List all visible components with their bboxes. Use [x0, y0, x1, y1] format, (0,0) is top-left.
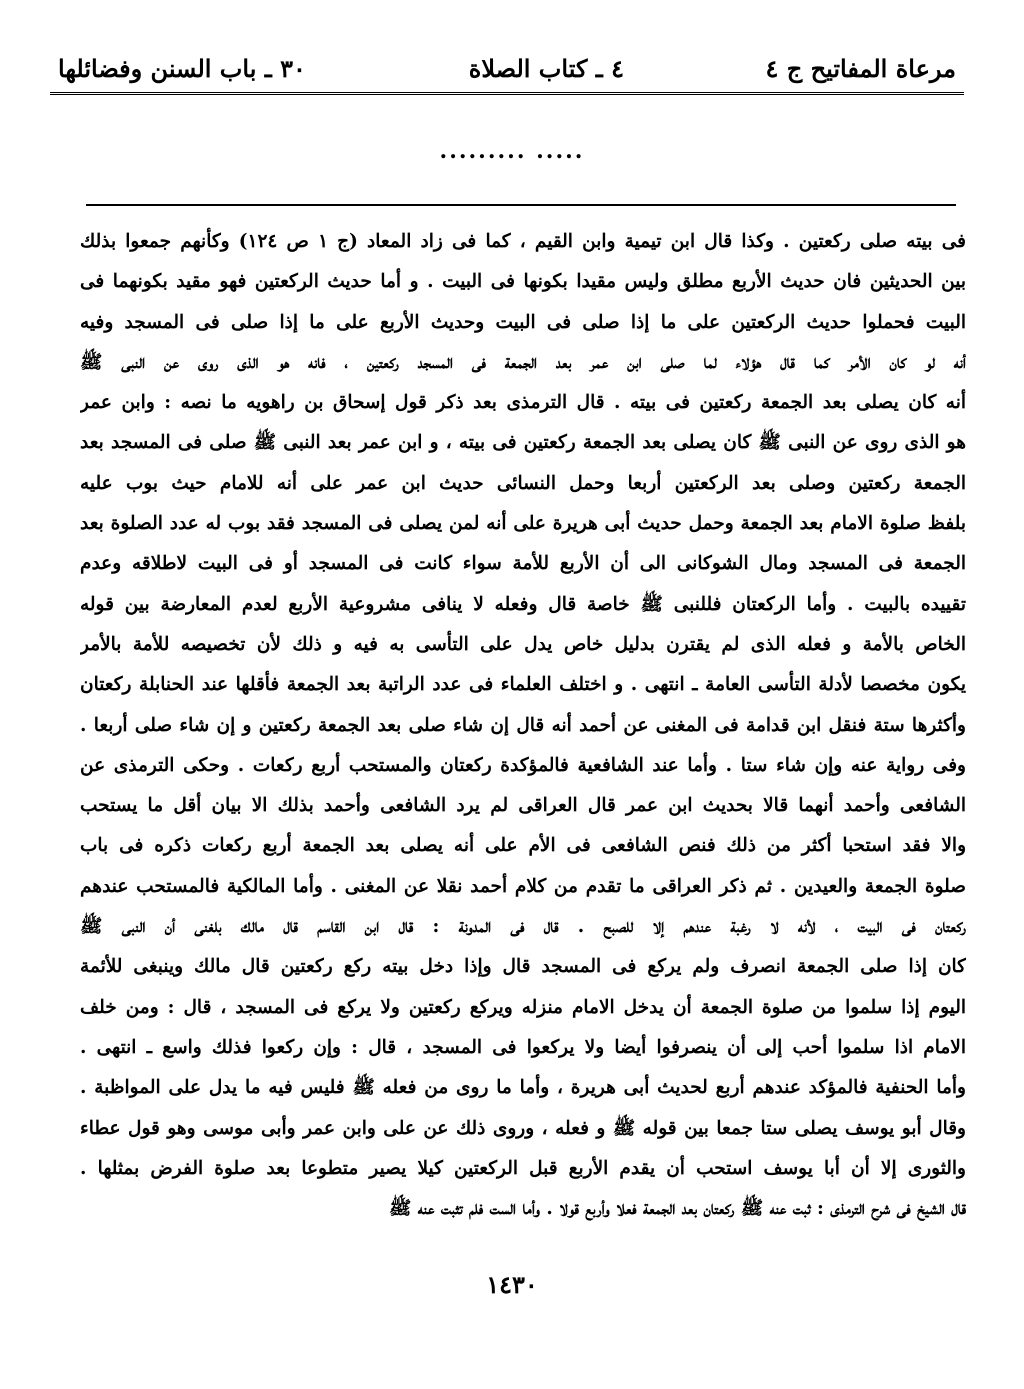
text-line: البيت فحملوا حديث الركعتين على ما إذا صلى فى البيت وحديث الأربع على ما إذا صلى فى المسجد وفيه — [80, 311, 966, 333]
chapter-title: ٤ ـ كتاب الصلاة — [468, 54, 624, 83]
page-number: ١٤٣٠ — [486, 1270, 538, 1299]
text-line: يكون مخصصا لأدلة التأسى العامة ـ انتهى . و اختلف العلماء فى عدد الراتبة بعد الجمعة فأقلها عند الحنابلة ركعتان — [80, 674, 966, 696]
text-line: صلوة الجمعة والعيدين . ثم ذكر العراقى ما تقدم من كلام أحمد نقلا عن المغنى . وأما المالكية فالمستحب عندهم — [80, 875, 966, 897]
text-line: أنه لو كان الأمر كما قال هؤلاء لما صلى ابن عمر بعد الجمعة فى المسجد ركعتين ، فانه هو الذى روى عن النبى ﷺ — [80, 351, 966, 373]
book-title: مرعاة المفاتيح ج ٤ — [765, 54, 956, 83]
text-line: والا فقد استحبا أكثر من ذلك فنص الشافعى فى الأم على أنه يصلى بعد الجمعة أربع ركعات ذكره فى باب — [80, 835, 966, 857]
text-line: وفى رواية عنه وإن شاء ستا . وأما عند الشافعية فالمؤكدة ركعتان والمستحب أربع ركعات . وحكى الترمذى عن — [80, 754, 966, 776]
separator-dots: ......... ..... — [439, 138, 585, 164]
text-line: الخاص بالأمة و فعله الذى لم يقترن بدليل خاص يدل على التأسى به فيه و ذلك لأن تخصيصه للأمة بالأمر — [80, 633, 966, 655]
text-line: والثورى إلا أن أبا يوسف استحب أن يقدم الأربع قبل الركعتين كيلا يصير متطوعا بعد صلوة الفرض بمثلها . — [80, 1157, 966, 1179]
text-line: الامام اذا سلموا أحب إلى أن ينصرفوا أيضا ولا يركعوا فى المسجد ، قال : وإن ركعوا فذلك واسع ـ انتهى . — [80, 1036, 966, 1058]
text-line: اليوم إذا سلموا من صلوة الجمعة أن يدخل الامام منزله ويركع ركعتين ولا يركع فى المسجد ، قال : ومن خلف — [80, 996, 966, 1018]
text-line: وأما الحنفية فالمؤكد عندهم أربع لحديث أبى هريرة ، وأما ما روى من فعله ﷺ فليس فيه ما يدل على المواظبة . — [80, 1077, 966, 1099]
text-line: بين الحديثين فان حديث الأربع مطلق وليس مقيدا بكونها فى البيت . و أما حديث الركعتين فهو مقيد بكونهما فى — [80, 271, 966, 293]
section-title: ٣٠ ـ باب السنن وفضائلها — [58, 54, 306, 83]
text-line: أنه كان يصلى بعد الجمعة ركعتين فى بيته . قال الترمذى بعد ذكر قول إسحاق بن راهويه ما نصه : وابن عمر — [80, 392, 966, 414]
text-line: الشافعى وأحمد أنهما قالا بحديث ابن عمر قال العراقى لم يرد الشافعى وأحمد بذلك الا بيان أقل ما يستحب — [80, 795, 966, 817]
text-line: وأكثرها ستة فنقل ابن قدامة فى المغنى عن أحمد أنه قال إن شاء صلى بعد الجمعة ركعتين و إن شاء صلى أربعا . — [80, 714, 966, 736]
text-line: ركعتان فى البيت ، لأنه لا رغبة عندهم إلا للصبح . قال فى المدونة : قال ابن القاسم قال مالك بلغنى أن النبى ﷺ — [80, 916, 966, 938]
text-line: قال الشيخ فى شرح الترمذى : ثبت عنه ﷺ ركعتان بعد الجمعة فعلا وأربع قولا . وأما الست فلم تثبت عنه ﷺ — [388, 1198, 966, 1220]
text-line: تقييده بالبيت . وأما الركعتان فللنبى ﷺ خاصة قال وفعله لا ينافى مشروعية الأربع لعدم المعارضة بين قوله — [80, 593, 966, 615]
page-header — [50, 40, 964, 95]
text-line: وقال أبو يوسف يصلى ستا جمعا بين قوله ﷺ و فعله ، وروى ذلك عن على وابن عمر وأبى موسى وهو قول عطاء — [80, 1117, 966, 1139]
text-line: هو الذى روى عن النبى ﷺ كان يصلى بعد الجمعة ركعتين فى بيته ، و ابن عمر بعد النبى ﷺ صلى فى المسجد بعد — [80, 432, 966, 454]
text-line: بلفظ صلوة الامام بعد الجمعة وحمل حديث أبى هريرة على أنه لمن يصلى فى المسجد فقد بوب له عدد الصلوة بعد — [80, 513, 966, 535]
body-text — [80, 222, 966, 1229]
text-line: فى بيته صلى ركعتين . وكذا قال ابن تيمية وابن القيم ، كما فى زاد المعاد (ج ١ ص ١٢٤) وكأنهم جمعوا بذلك — [80, 231, 966, 252]
horizontal-rule — [86, 204, 956, 206]
text-line: كان إذا صلى الجمعة انصرف ولم يركع فى المسجد قال وإذا دخل بيته ركع ركعتين قال مالك وينبغى للأئمة — [80, 956, 966, 978]
text-line: الجمعة ركعتين وصلى بعد الركعتين أربعا وحمل النسائى حديث ابن عمر على أنه للامام حيث بوب عليه — [80, 472, 966, 494]
text-line: الجمعة فى المسجد ومال الشوكانى الى أن الأربع للأمة سواء كانت فى المسجد أو فى البيت لاطلاقه وعدم — [80, 553, 966, 575]
